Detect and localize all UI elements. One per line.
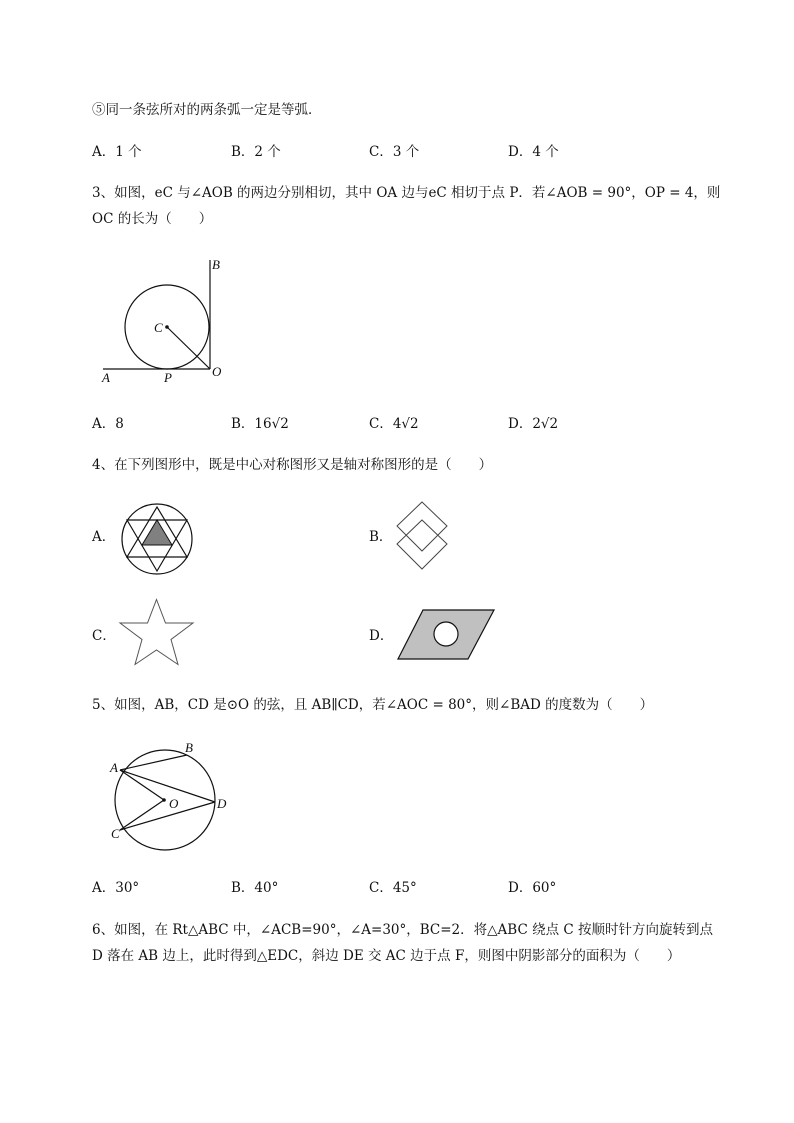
q2-option-b[interactable]: B．2 个 [231,144,281,160]
q4-figure-c[interactable] [118,598,196,668]
q5-stem: 5、如图，AB，CD 是⊙O 的弦，且 AB∥CD，若∠AOC = 80°，则∠BAD 的度数为（ ） [92,697,654,713]
label-c: C [154,320,163,335]
q6-stem-line1: 6、如图，在 Rt△ABC 中，∠ACB=90°，∠A=30°，BC=2．将△ABC 绕点 C 按顺时针方向旋转到点 [92,922,713,938]
center-c-dot [165,325,169,329]
q4-figure-b[interactable] [396,500,450,572]
label-p: P [164,370,172,385]
q6-stem-line2: D 落在 AB 边上，此时得到△EDC，斜边 DE 交 AC 边于点 F，则图中阴影部分的面积为（ ） [92,948,681,964]
hole-circle [434,622,458,646]
q4-option-c-label[interactable]: C． [92,628,116,644]
five-point-star [120,600,193,665]
q3-figure [98,255,238,385]
label-o: O [169,796,179,811]
chord-cd [120,802,215,830]
label-c: C [111,826,120,841]
q4-option-a-label[interactable]: A． [92,529,116,545]
center-o-dot [162,798,166,802]
chord-ad [120,770,215,802]
statement-5: ⑤同一条弦所对的两条弧一定是等弧． [92,102,322,118]
q3-option-a[interactable]: A．8 [92,416,124,432]
label-d: D [217,796,227,811]
q5-option-c[interactable]: C．45° [369,880,417,896]
q4-figure-a[interactable] [120,502,194,576]
q3-stem-line2: OC 的长为（ ） [92,211,213,227]
q4-figure-d[interactable] [396,608,496,662]
q4-stem: 4、在下列图形中，既是中心对称图形又是轴对称图形的是（ ） [92,457,493,473]
q3-option-b[interactable]: B．16√2 [231,416,289,432]
lower-diamond [397,520,447,569]
radius-oc [120,800,164,830]
chord-ab [120,755,187,770]
q4-option-d-label[interactable]: D． [369,628,394,644]
q2-option-c[interactable]: C．3 个 [369,144,420,160]
upper-diamond [397,502,447,551]
q4-option-b-label[interactable]: B． [369,529,393,545]
q2-option-d[interactable]: D．4 个 [508,144,559,160]
q3-option-c[interactable]: C．4√2 [369,416,419,432]
label-b: B [212,257,220,272]
label-a: A [110,760,118,775]
q3-stem-line1: 3、如图，eC 与∠AOB 的两边分别相切，其中 OA 边与eC 相切于点 P．若∠AOB = 90°，OP = 4，则 [92,185,721,201]
label-b: B [185,740,193,755]
q5-figure [108,738,238,842]
q2-option-a[interactable]: A．1 个 [92,144,142,160]
label-a: A [102,370,110,385]
radius-oa [120,770,164,800]
q3-option-d[interactable]: D．2√2 [508,416,559,432]
q5-option-a[interactable]: A．30° [92,880,140,896]
q5-option-b[interactable]: B．40° [231,880,279,896]
label-o: O [212,364,222,379]
q5-option-d[interactable]: D．60° [508,880,557,896]
